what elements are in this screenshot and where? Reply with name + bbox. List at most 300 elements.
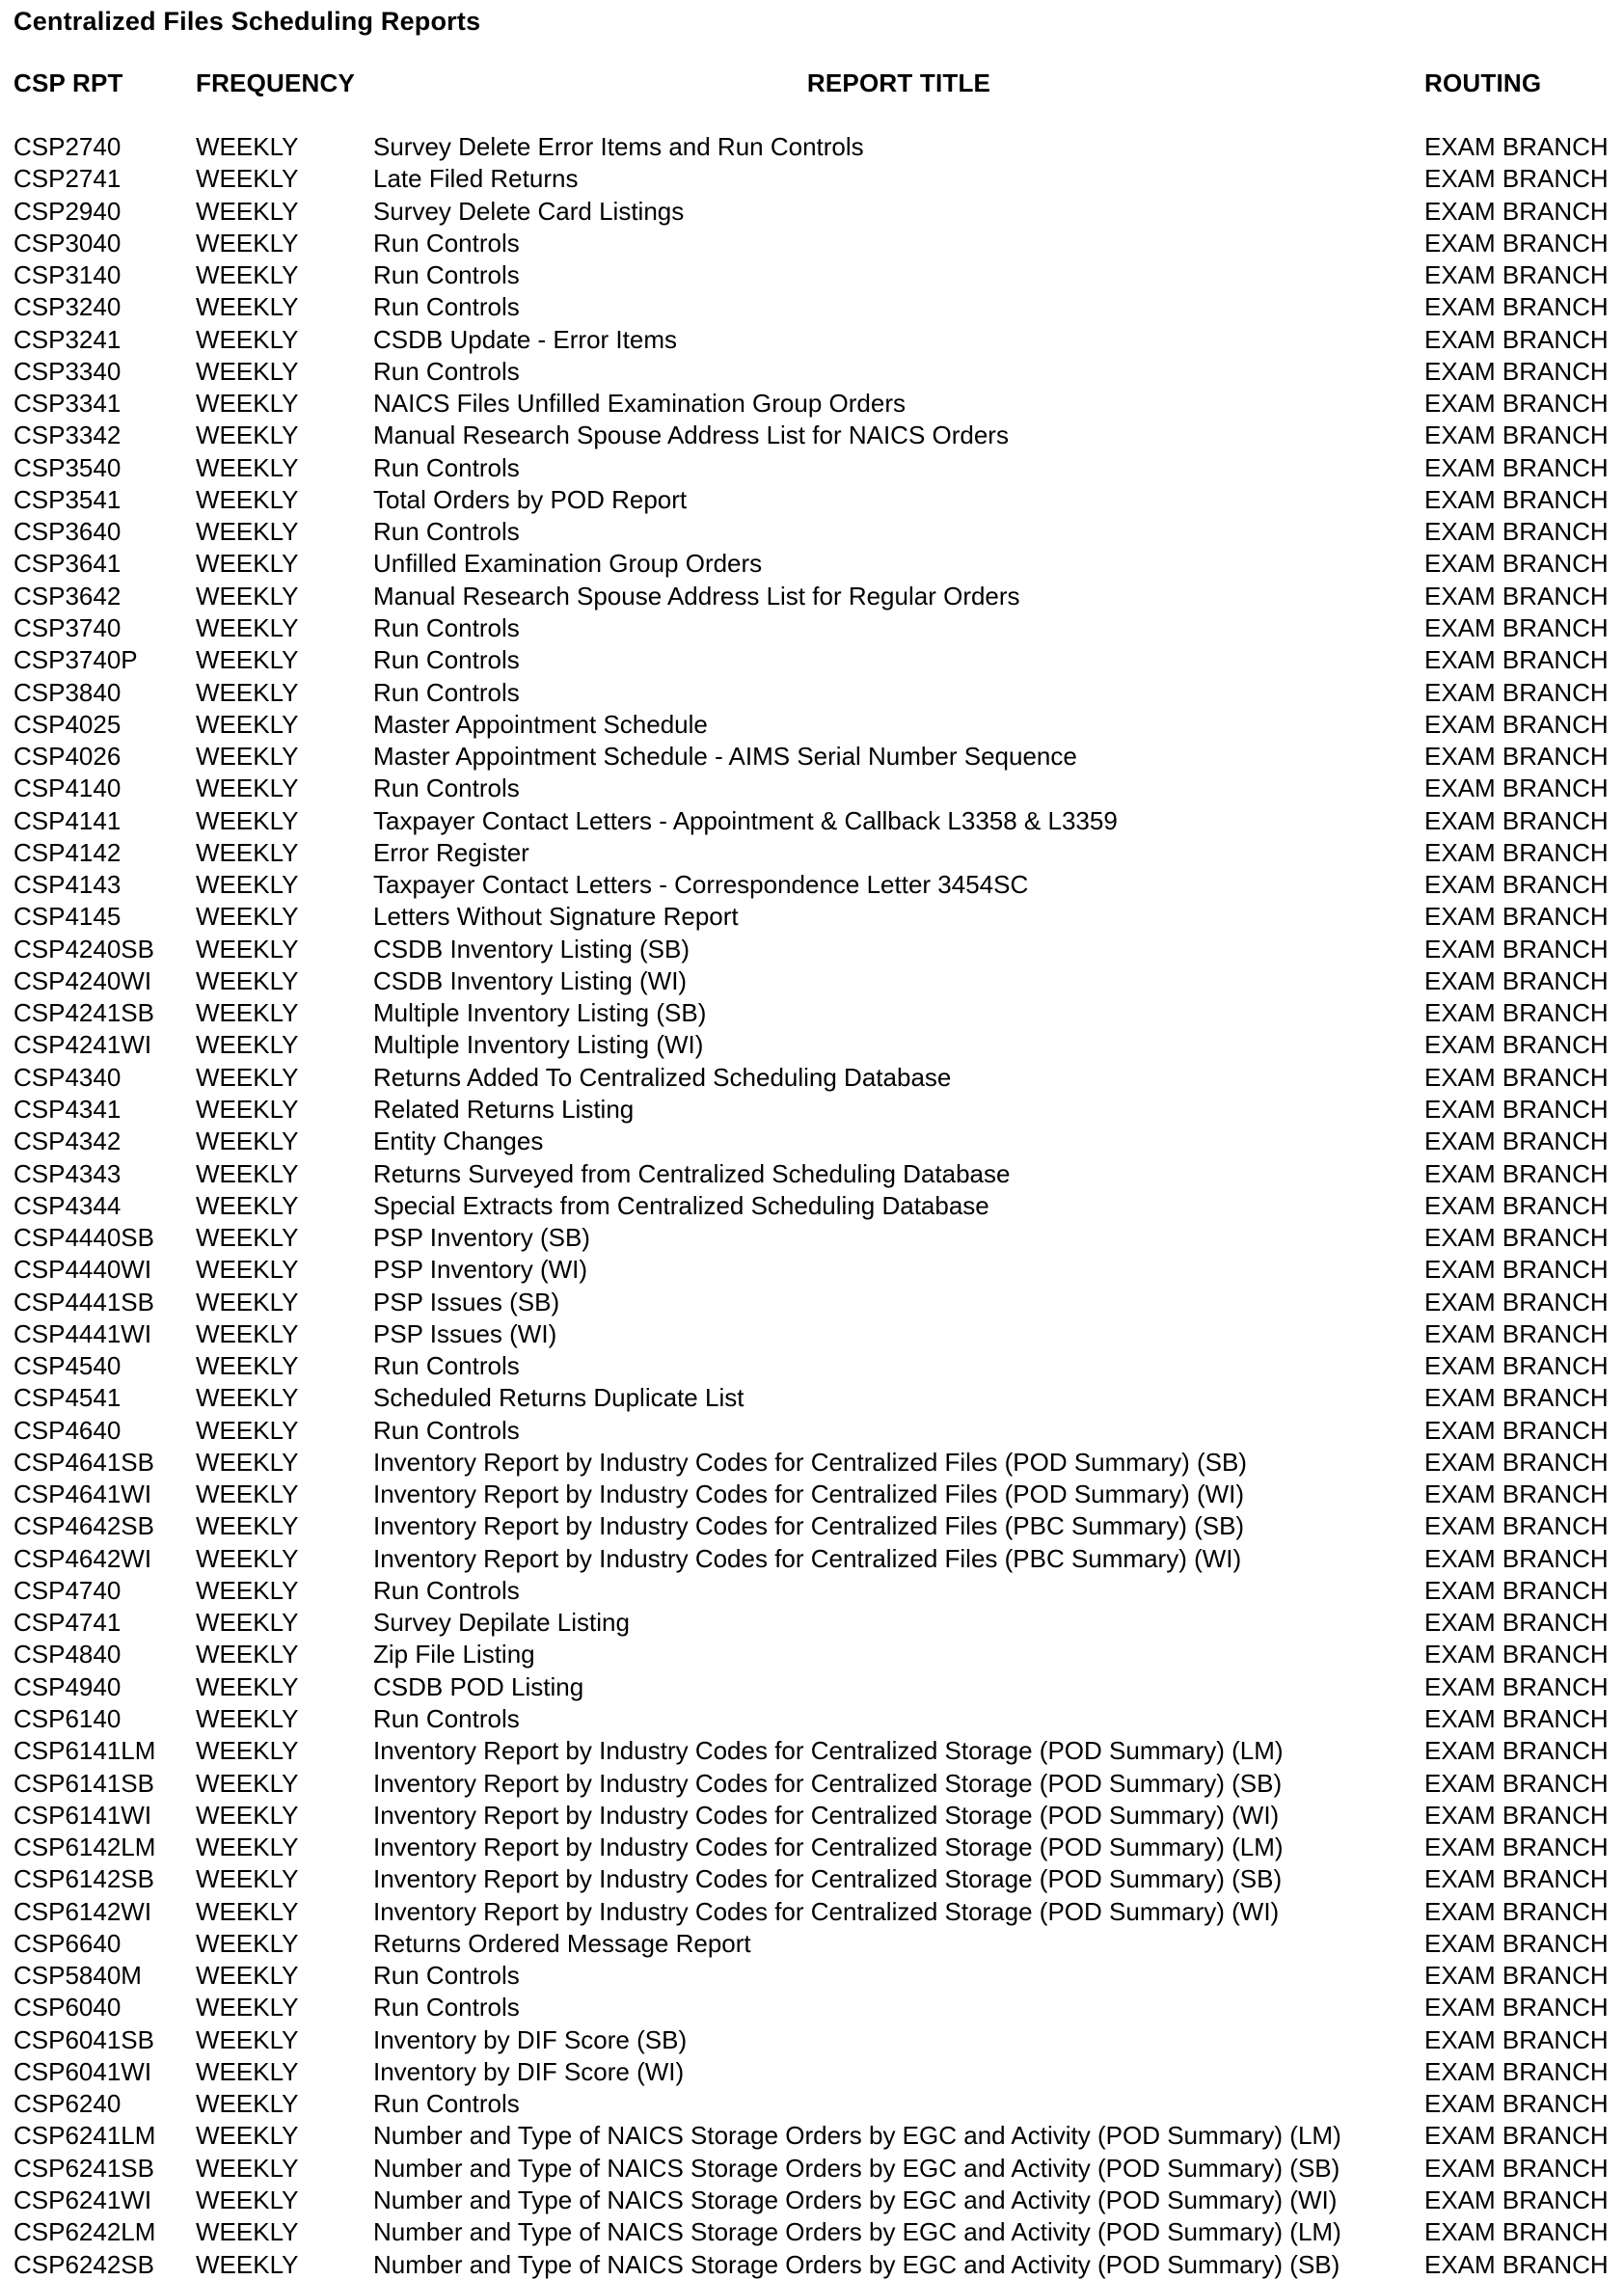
table-row [0,196,1624,228]
report-title: Run Controls [373,1415,520,1445]
table-row [0,644,1624,676]
report-routing: EXAM BRANCH [1424,421,1609,450]
table-row [0,2216,1624,2248]
column-header-csp-rpt: CSP RPT [14,68,123,97]
report-code: CSP4541 [14,1383,122,1413]
report-routing: EXAM BRANCH [1424,228,1609,258]
table-row [0,1158,1624,1190]
report-code: CSP6640 [14,1928,122,1958]
report-routing: EXAM BRANCH [1424,517,1609,547]
table-row [0,516,1624,548]
table-row [0,1928,1624,1960]
report-code: CSP4741 [14,1608,122,1638]
report-frequency: WEEKLY [196,164,299,194]
report-title: Number and Type of NAICS Storage Orders by EGC and Activity (POD Summary) (LM) [373,2121,1341,2151]
table-row [0,1960,1624,1992]
report-code: CSP3641 [14,549,122,579]
table-row [0,1575,1624,1607]
report-code: CSP3040 [14,228,122,258]
report-code: CSP4441WI [14,1318,152,1348]
report-frequency: WEEKLY [196,1351,299,1381]
report-title: Run Controls [373,356,520,386]
report-frequency: WEEKLY [196,742,299,772]
report-code: CSP2740 [14,132,122,161]
report-code: CSP6242LM [14,2217,156,2247]
table-row [0,1190,1624,1222]
report-title: Run Controls [373,1704,520,1734]
page-title: Centralized Files Scheduling Reports [14,7,481,36]
report-title: PSP Inventory (WI) [373,1255,588,1285]
table-row [0,1318,1624,1350]
report-routing: EXAM BRANCH [1424,1896,1609,1926]
report-title: Run Controls [373,774,520,803]
report-frequency: WEEKLY [196,260,299,290]
report-frequency: WEEKLY [196,1383,299,1413]
report-routing: EXAM BRANCH [1424,2185,1609,2214]
report-title: PSP Inventory (SB) [373,1223,590,1253]
column-header-report-title: REPORT TITLE [806,68,991,97]
table-row [0,1543,1624,1575]
report-code: CSP3341 [14,389,122,419]
report-title: Run Controls [373,1961,520,1991]
column-header-routing: ROUTING [1424,68,1542,97]
report-frequency: WEEKLY [196,612,299,642]
report-frequency: WEEKLY [196,549,299,579]
table-row [0,581,1624,612]
report-routing: EXAM BRANCH [1424,1704,1609,1734]
report-code: CSP4142 [14,837,122,867]
table-row [0,163,1624,195]
report-code: CSP6142SB [14,1864,154,1894]
report-frequency: WEEKLY [196,132,299,161]
table-row [0,1254,1624,1286]
report-title: NAICS Files Unfilled Examination Group Orders [373,389,906,419]
report-code: CSP6140 [14,1704,122,1734]
report-frequency: WEEKLY [196,998,299,1028]
report-title: Special Extracts from Centralized Scheduling Database [373,1190,989,1220]
report-title: Master Appointment Schedule [373,709,708,739]
report-code: CSP6241WI [14,2185,152,2214]
table-row [0,1832,1624,1863]
table-row [0,1768,1624,1800]
report-routing: EXAM BRANCH [1424,934,1609,964]
table-row [0,548,1624,580]
report-code: CSP2940 [14,196,122,226]
table-row [0,1800,1624,1832]
report-title: Late Filed Returns [373,164,579,194]
table-row [0,1607,1624,1639]
report-routing: EXAM BRANCH [1424,1608,1609,1638]
report-title: Inventory Report by Industry Codes for Centralized Files (POD Summary) (WI) [373,1479,1245,1509]
report-title: Run Controls [373,292,520,322]
table-row [0,2120,1624,2152]
table-row [0,677,1624,709]
report-frequency: WEEKLY [196,774,299,803]
table-row [0,869,1624,901]
report-frequency: WEEKLY [196,1640,299,1669]
report-frequency: WEEKLY [196,389,299,419]
report-frequency: WEEKLY [196,2089,299,2119]
report-title: Inventory Report by Industry Codes for Centralized Storage (POD Summary) (WI) [373,1896,1280,1926]
report-routing: EXAM BRANCH [1424,1479,1609,1509]
report-frequency: WEEKLY [196,1030,299,1060]
report-routing: EXAM BRANCH [1424,1158,1609,1188]
report-code: CSP2741 [14,164,122,194]
report-title: Run Controls [373,1351,520,1381]
report-code: CSP4026 [14,742,122,772]
report-title: Inventory Report by Industry Codes for Centralized Files (PBC Summary) (SB) [373,1511,1245,1541]
table-row [0,2024,1624,2056]
table-row [0,2249,1624,2280]
report-code: CSP4440WI [14,1255,152,1285]
report-code: CSP4440SB [14,1223,154,1253]
report-title: Inventory Report by Industry Codes for Centralized Storage (POD Summary) (LM) [373,1832,1284,1862]
table-row [0,805,1624,837]
table-row [0,291,1624,323]
report-title: Manual Research Spouse Address List for Regular Orders [373,581,1020,611]
report-frequency: WEEKLY [196,1255,299,1285]
report-frequency: WEEKLY [196,581,299,611]
report-code: CSP3340 [14,356,122,386]
table-row [0,484,1624,516]
report-routing: EXAM BRANCH [1424,1736,1609,1766]
table-row [0,1992,1624,2023]
report-code: CSP4340 [14,1062,122,1092]
report-frequency: WEEKLY [196,1511,299,1541]
report-title: Run Controls [373,452,520,482]
report-title: Total Orders by POD Report [373,484,688,514]
report-routing: EXAM BRANCH [1424,1671,1609,1701]
report-code: CSP4540 [14,1351,122,1381]
report-table-body [0,131,1624,2280]
report-routing: EXAM BRANCH [1424,1864,1609,1894]
table-row [0,388,1624,420]
report-title: Run Controls [373,1993,520,2022]
report-title: Run Controls [373,2089,520,2119]
report-routing: EXAM BRANCH [1424,2121,1609,2151]
table-row [0,1703,1624,1735]
table-row [0,997,1624,1029]
report-frequency: WEEKLY [196,517,299,547]
report-title: Run Controls [373,677,520,707]
report-routing: EXAM BRANCH [1424,132,1609,161]
report-frequency: WEEKLY [196,1158,299,1188]
report-code: CSP3640 [14,517,122,547]
report-title: Number and Type of NAICS Storage Orders by EGC and Activity (POD Summary) (SB) [373,2153,1340,2183]
report-frequency: WEEKLY [196,1768,299,1798]
table-row [0,1062,1624,1094]
report-frequency: WEEKLY [196,2121,299,2151]
report-title: Survey Delete Error Items and Run Controls [373,132,864,161]
report-frequency: WEEKLY [196,1062,299,1092]
report-routing: EXAM BRANCH [1424,260,1609,290]
report-frequency: WEEKLY [196,837,299,867]
report-title: Inventory Report by Industry Codes for Centralized Files (POD Summary) (SB) [373,1447,1247,1477]
report-frequency: WEEKLY [196,677,299,707]
report-routing: EXAM BRANCH [1424,742,1609,772]
report-code: CSP3740 [14,612,122,642]
report-code: CSP4642WI [14,1543,152,1573]
table-row [0,1479,1624,1510]
report-code: CSP4641SB [14,1447,154,1477]
report-code: CSP3840 [14,677,122,707]
table-row [0,1510,1624,1542]
report-frequency: WEEKLY [196,902,299,932]
report-title: Master Appointment Schedule - AIMS Serial Number Sequence [373,742,1077,772]
report-code: CSP3740P [14,645,138,675]
table-row [0,228,1624,259]
report-frequency: WEEKLY [196,1928,299,1958]
table-row [0,1639,1624,1670]
report-frequency: WEEKLY [196,356,299,386]
report-frequency: WEEKLY [196,2217,299,2247]
table-row [0,1735,1624,1767]
report-frequency: WEEKLY [196,1736,299,1766]
table-row [0,2056,1624,2088]
report-frequency: WEEKLY [196,1415,299,1445]
report-frequency: WEEKLY [196,1190,299,1220]
table-row [0,1447,1624,1479]
report-code: CSP6041WI [14,2056,152,2086]
report-routing: EXAM BRANCH [1424,196,1609,226]
report-code: CSP6241LM [14,2121,156,2151]
report-code: CSP4140 [14,774,122,803]
report-frequency: WEEKLY [196,2249,299,2279]
table-row [0,709,1624,741]
report-frequency: WEEKLY [196,1961,299,1991]
report-routing: EXAM BRANCH [1424,709,1609,739]
table-row [0,1287,1624,1318]
report-title: PSP Issues (SB) [373,1287,560,1316]
report-code: CSP4343 [14,1158,122,1188]
report-code: CSP3240 [14,292,122,322]
report-routing: EXAM BRANCH [1424,292,1609,322]
table-row [0,2153,1624,2185]
report-routing: EXAM BRANCH [1424,1415,1609,1445]
report-frequency: WEEKLY [196,452,299,482]
report-routing: EXAM BRANCH [1424,805,1609,835]
table-row [0,1350,1624,1382]
report-frequency: WEEKLY [196,645,299,675]
report-frequency: WEEKLY [196,2024,299,2054]
report-title: Inventory Report by Industry Codes for Centralized Storage (POD Summary) (SB) [373,1864,1283,1894]
report-routing: EXAM BRANCH [1424,1062,1609,1092]
report-title: Inventory Report by Industry Codes for Centralized Files (PBC Summary) (WI) [373,1543,1242,1573]
report-routing: EXAM BRANCH [1424,1223,1609,1253]
report-routing: EXAM BRANCH [1424,1768,1609,1798]
report-title: Run Controls [373,517,520,547]
report-code: CSP4740 [14,1575,122,1605]
table-row [0,1382,1624,1414]
table-row [0,612,1624,644]
report-frequency: WEEKLY [196,870,299,900]
report-code: CSP4141 [14,805,122,835]
report-code: CSP4241SB [14,998,154,1028]
report-routing: EXAM BRANCH [1424,2217,1609,2247]
report-frequency: WEEKLY [196,1608,299,1638]
report-code: CSP4342 [14,1126,122,1156]
report-title: CSDB Update - Error Items [373,324,677,354]
report-title: Number and Type of NAICS Storage Orders by EGC and Activity (POD Summary) (LM) [373,2217,1341,2247]
report-routing: EXAM BRANCH [1424,1832,1609,1862]
report-routing: EXAM BRANCH [1424,581,1609,611]
table-row [0,2185,1624,2216]
report-title: Taxpayer Contact Letters - Appointment & Callback L3358 & L3359 [373,805,1118,835]
report-frequency: WEEKLY [196,228,299,258]
report-routing: EXAM BRANCH [1424,452,1609,482]
report-title: Run Controls [373,260,520,290]
report-routing: EXAM BRANCH [1424,549,1609,579]
table-row [0,901,1624,933]
report-code: CSP6141WI [14,1800,152,1830]
report-code: CSP4025 [14,709,122,739]
report-frequency: WEEKLY [196,1126,299,1156]
report-routing: EXAM BRANCH [1424,1800,1609,1830]
report-routing: EXAM BRANCH [1424,164,1609,194]
table-row [0,773,1624,804]
report-title: Taxpayer Contact Letters - Correspondence Letter 3454SC [373,870,1029,900]
report-routing: EXAM BRANCH [1424,2249,1609,2279]
report-code: CSP3642 [14,581,122,611]
report-frequency: WEEKLY [196,2056,299,2086]
report-code: CSP4241WI [14,1030,152,1060]
report-routing: EXAM BRANCH [1424,870,1609,900]
report-routing: EXAM BRANCH [1424,965,1609,995]
report-title: Entity Changes [373,1126,544,1156]
report-frequency: WEEKLY [196,1094,299,1124]
report-code: CSP6141SB [14,1768,154,1798]
report-routing: EXAM BRANCH [1424,2056,1609,2086]
report-routing: EXAM BRANCH [1424,1640,1609,1669]
report-routing: EXAM BRANCH [1424,1094,1609,1124]
report-title: Error Register [373,837,529,867]
report-title: Run Controls [373,228,520,258]
report-code: CSP4840 [14,1640,122,1669]
report-routing: EXAM BRANCH [1424,2089,1609,2119]
report-title: Letters Without Signature Report [373,902,739,932]
report-routing: EXAM BRANCH [1424,1928,1609,1958]
table-row [0,1415,1624,1447]
report-title: Inventory Report by Industry Codes for Centralized Storage (POD Summary) (WI) [373,1800,1280,1830]
report-code: CSP4940 [14,1671,122,1701]
report-code: CSP4240WI [14,965,152,995]
report-frequency: WEEKLY [196,965,299,995]
report-routing: EXAM BRANCH [1424,1318,1609,1348]
report-frequency: WEEKLY [196,1832,299,1862]
report-frequency: WEEKLY [196,1864,299,1894]
report-frequency: WEEKLY [196,1287,299,1316]
table-row [0,131,1624,163]
report-frequency: WEEKLY [196,934,299,964]
table-row [0,1671,1624,1703]
report-title: Survey Delete Card Listings [373,196,685,226]
report-routing: EXAM BRANCH [1424,774,1609,803]
report-routing: EXAM BRANCH [1424,356,1609,386]
report-title: Multiple Inventory Listing (SB) [373,998,707,1028]
report-title: Returns Surveyed from Centralized Scheduling Database [373,1158,1011,1188]
report-code: CSP4145 [14,902,122,932]
report-routing: EXAM BRANCH [1424,484,1609,514]
report-routing: EXAM BRANCH [1424,1383,1609,1413]
report-frequency: WEEKLY [196,1223,299,1253]
report-title: CSDB Inventory Listing (SB) [373,934,690,964]
report-routing: EXAM BRANCH [1424,1255,1609,1285]
report-title: Returns Added To Centralized Scheduling Database [373,1062,952,1092]
report-title: Run Controls [373,1575,520,1605]
report-code: CSP4143 [14,870,122,900]
report-title: CSDB POD Listing [373,1671,584,1701]
report-routing: EXAM BRANCH [1424,2024,1609,2054]
report-routing: EXAM BRANCH [1424,1511,1609,1541]
table-row [0,741,1624,773]
report-frequency: WEEKLY [196,2185,299,2214]
report-code: CSP5840M [14,1961,142,1991]
report-frequency: WEEKLY [196,2153,299,2183]
report-frequency: WEEKLY [196,196,299,226]
report-title: CSDB Inventory Listing (WI) [373,965,688,995]
report-title: Run Controls [373,612,520,642]
table-header-row [0,68,1624,99]
report-routing: EXAM BRANCH [1424,612,1609,642]
report-routing: EXAM BRANCH [1424,1575,1609,1605]
report-frequency: WEEKLY [196,1447,299,1477]
report-frequency: WEEKLY [196,1993,299,2022]
report-title: Zip File Listing [373,1640,535,1669]
report-routing: EXAM BRANCH [1424,2153,1609,2183]
report-code: CSP6040 [14,1993,122,2022]
report-frequency: WEEKLY [196,1800,299,1830]
report-routing: EXAM BRANCH [1424,998,1609,1028]
table-row [0,420,1624,451]
report-title: Run Controls [373,645,520,675]
report-frequency: WEEKLY [196,324,299,354]
report-routing: EXAM BRANCH [1424,1351,1609,1381]
report-title: Returns Ordered Message Report [373,1928,751,1958]
report-title: Survey Depilate Listing [373,1608,630,1638]
report-code: CSP3140 [14,260,122,290]
report-frequency: WEEKLY [196,1318,299,1348]
report-routing: EXAM BRANCH [1424,1543,1609,1573]
report-frequency: WEEKLY [196,1704,299,1734]
report-frequency: WEEKLY [196,1671,299,1701]
report-routing: EXAM BRANCH [1424,837,1609,867]
table-row [0,452,1624,484]
report-title: Number and Type of NAICS Storage Orders by EGC and Activity (POD Summary) (SB) [373,2249,1340,2279]
report-code: CSP4641WI [14,1479,152,1509]
report-routing: EXAM BRANCH [1424,902,1609,932]
report-title: Related Returns Listing [373,1094,635,1124]
report-routing: EXAM BRANCH [1424,1447,1609,1477]
report-routing: EXAM BRANCH [1424,1993,1609,2022]
report-routing: EXAM BRANCH [1424,1190,1609,1220]
report-code: CSP6241SB [14,2153,154,2183]
report-code: CSP4640 [14,1415,122,1445]
table-row [0,934,1624,965]
report-code: CSP6142LM [14,1832,156,1862]
report-frequency: WEEKLY [196,421,299,450]
report-code: CSP6240 [14,2089,122,2119]
report-title: Multiple Inventory Listing (WI) [373,1030,704,1060]
report-frequency: WEEKLY [196,1543,299,1573]
report-routing: EXAM BRANCH [1424,1126,1609,1156]
report-title: Inventory by DIF Score (SB) [373,2024,688,2054]
table-row [0,1126,1624,1157]
report-title: Unfilled Examination Group Orders [373,549,763,579]
report-frequency: WEEKLY [196,1575,299,1605]
table-row [0,324,1624,356]
report-title: Scheduled Returns Duplicate List [373,1383,744,1413]
report-code: CSP3541 [14,484,122,514]
